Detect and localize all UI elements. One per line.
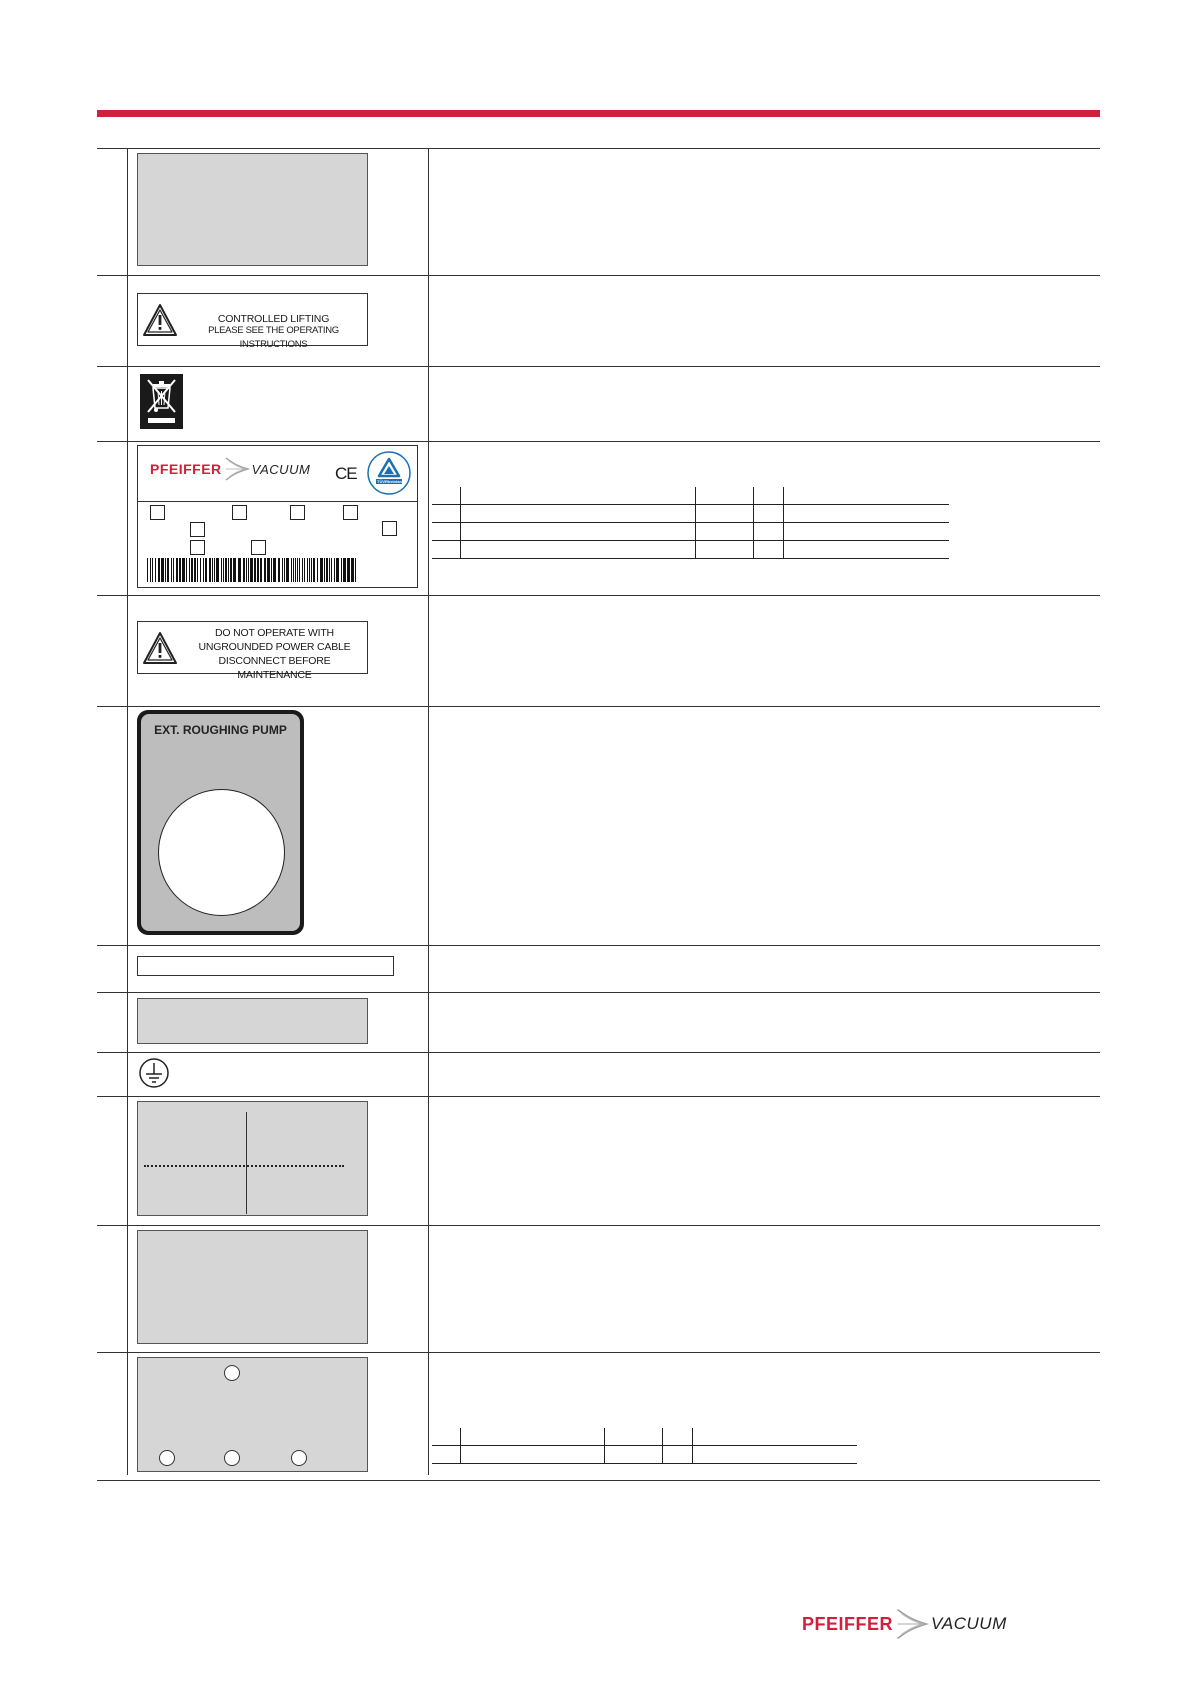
barcode-bar bbox=[341, 558, 342, 582]
barcode-bar bbox=[267, 558, 270, 582]
row-divider bbox=[97, 706, 1100, 707]
barcode-bar bbox=[223, 558, 224, 582]
barcode-bar bbox=[302, 558, 303, 582]
barcode-bar bbox=[228, 558, 229, 582]
barcode-bar bbox=[307, 558, 308, 582]
warning-triangle-icon bbox=[142, 630, 178, 666]
grounding-warning-label bbox=[137, 621, 368, 681]
barcode-bar bbox=[165, 558, 166, 582]
vertical-divider-line bbox=[246, 1112, 247, 1214]
connector-circle bbox=[159, 1450, 175, 1466]
row-divider bbox=[97, 441, 1100, 442]
blank-gray-label bbox=[137, 153, 368, 266]
barcode-bar bbox=[243, 558, 245, 582]
split-gray-label bbox=[137, 1101, 368, 1216]
barcode-bar bbox=[225, 558, 227, 582]
grounding-label-line1: DO NOT OPERATE WITH bbox=[215, 627, 334, 639]
row-divider bbox=[97, 1096, 1100, 1097]
barcode-bar bbox=[355, 558, 356, 582]
barcode-bar bbox=[194, 558, 196, 582]
barcode-bar bbox=[336, 558, 339, 582]
rating-plate-brand: PFEIFFER VACUUM bbox=[150, 456, 310, 482]
lifting-label-line2: PLEASE SEE THE OPERATING INSTRUCTIONS bbox=[208, 325, 339, 350]
table-column-divider-right bbox=[428, 148, 429, 1475]
barcode-bar bbox=[203, 558, 204, 582]
barcode-bar bbox=[273, 558, 276, 582]
connector-data-table bbox=[432, 1428, 857, 1464]
barcode-bar bbox=[173, 558, 174, 582]
barcode-bar bbox=[200, 558, 201, 582]
row-divider bbox=[97, 1225, 1100, 1226]
row-divider bbox=[97, 366, 1100, 367]
barcode-bar bbox=[248, 558, 249, 582]
barcode-bar bbox=[230, 558, 232, 582]
barcode-bar bbox=[284, 558, 285, 582]
barcode-bar bbox=[233, 558, 236, 582]
barcode-bar bbox=[286, 558, 289, 582]
rating-plate bbox=[137, 445, 418, 588]
warning-triangle-icon bbox=[142, 302, 178, 338]
barcode-bar bbox=[212, 558, 213, 582]
dotted-divider-line bbox=[144, 1165, 344, 1167]
barcode-bar bbox=[295, 558, 296, 582]
barcode-bar bbox=[293, 558, 294, 582]
blank-gray-label bbox=[137, 998, 368, 1044]
barcode-bar bbox=[271, 558, 272, 582]
barcode-bar bbox=[191, 558, 193, 582]
connector-circle bbox=[224, 1450, 240, 1466]
footer-brand-logo: PFEIFFER VACUUM bbox=[802, 1607, 1007, 1641]
plate-field-box bbox=[382, 521, 397, 536]
barcode-bar bbox=[329, 558, 330, 582]
plate-field-box bbox=[251, 540, 266, 555]
barcode-bar bbox=[324, 558, 325, 582]
barcode-bar bbox=[326, 558, 328, 582]
weee-crossed-bin-icon bbox=[140, 374, 183, 429]
barcode-bar bbox=[299, 558, 300, 582]
plate-divider bbox=[138, 501, 417, 502]
barcode-bar bbox=[278, 558, 280, 582]
row-divider bbox=[97, 275, 1100, 276]
row-divider bbox=[97, 595, 1100, 596]
controlled-lifting-label bbox=[137, 293, 368, 350]
barcode-bar bbox=[313, 558, 315, 582]
barcode-bar bbox=[297, 558, 298, 582]
row-divider bbox=[97, 1052, 1100, 1053]
row-divider bbox=[97, 1352, 1100, 1353]
plate-field-box bbox=[232, 505, 247, 520]
connector-circle bbox=[291, 1450, 307, 1466]
brand-swoosh-icon bbox=[895, 1607, 929, 1641]
barcode-bar bbox=[282, 558, 283, 582]
roughing-pump-label: EXT. ROUGHING PUMP bbox=[154, 723, 287, 737]
barcode-bar bbox=[250, 558, 253, 582]
barcode-bar bbox=[238, 558, 241, 582]
lifting-label-line1: CONTROLLED LIFTING bbox=[217, 313, 330, 325]
barcode-icon bbox=[147, 558, 360, 582]
tuv-label: TÜVRheinland bbox=[377, 479, 405, 484]
barcode-bar bbox=[260, 558, 262, 582]
grounding-label-line3: DISCONNECT BEFORE MAINTENANCE bbox=[218, 655, 331, 681]
barcode-bar bbox=[216, 558, 219, 582]
barcode-bar bbox=[334, 558, 335, 582]
barcode-bar bbox=[309, 558, 310, 582]
barcode-bar bbox=[246, 558, 247, 582]
rating-data-table bbox=[432, 487, 949, 559]
barcode-bar bbox=[182, 558, 185, 582]
plate-field-box bbox=[150, 505, 165, 520]
barcode-bar bbox=[221, 558, 222, 582]
barcode-bar bbox=[311, 558, 312, 582]
plate-field-box bbox=[290, 505, 305, 520]
barcode-bar bbox=[205, 558, 207, 582]
barcode-bar bbox=[147, 558, 148, 582]
barcode-bar bbox=[304, 558, 305, 582]
roughing-pump-plate bbox=[137, 710, 304, 935]
barcode-bar bbox=[257, 558, 259, 582]
barcode-bar bbox=[158, 558, 160, 582]
blank-gray-label bbox=[137, 1230, 368, 1344]
barcode-bar bbox=[189, 558, 190, 582]
barcode-bar bbox=[179, 558, 181, 582]
barcode-bar bbox=[176, 558, 178, 582]
row-divider bbox=[97, 1480, 1100, 1481]
connector-gray-label bbox=[137, 1357, 368, 1472]
barcode-bar bbox=[264, 558, 266, 582]
barcode-bar bbox=[254, 558, 256, 582]
tuv-rheinland-icon bbox=[366, 450, 412, 496]
barcode-bar bbox=[351, 558, 354, 582]
barcode-bar bbox=[150, 558, 151, 582]
row-divider bbox=[97, 992, 1100, 993]
barcode-bar bbox=[317, 558, 318, 582]
button-cutout bbox=[158, 789, 285, 916]
plate-field-box bbox=[190, 540, 205, 555]
brand-swoosh-icon bbox=[224, 456, 250, 482]
barcode-bar bbox=[186, 558, 187, 582]
barcode-bar bbox=[331, 558, 332, 582]
barcode-bar bbox=[214, 558, 215, 582]
barcode-bar bbox=[320, 558, 323, 582]
barcode-bar bbox=[291, 558, 292, 582]
barcode-bar bbox=[167, 558, 169, 582]
row-divider bbox=[97, 148, 1100, 149]
connector-circle bbox=[224, 1365, 240, 1381]
ce-mark: CE bbox=[335, 464, 357, 483]
barcode-bar bbox=[161, 558, 164, 582]
plate-field-box bbox=[343, 505, 358, 520]
barcode-bar bbox=[171, 558, 172, 582]
thin-blank-label bbox=[137, 956, 394, 976]
barcode-bar bbox=[347, 558, 350, 582]
barcode-bar bbox=[197, 558, 198, 582]
barcode-bar bbox=[152, 558, 153, 582]
row-divider bbox=[97, 945, 1100, 946]
protective-earth-icon bbox=[138, 1057, 170, 1089]
barcode-bar bbox=[155, 558, 156, 582]
barcode-bar bbox=[343, 558, 346, 582]
table-column-divider-left bbox=[127, 148, 128, 1475]
plate-field-box bbox=[190, 522, 205, 537]
grounding-label-line2: UNGROUNDED POWER CABLE bbox=[198, 641, 351, 653]
header-accent-bar bbox=[97, 110, 1100, 117]
barcode-bar bbox=[209, 558, 211, 582]
